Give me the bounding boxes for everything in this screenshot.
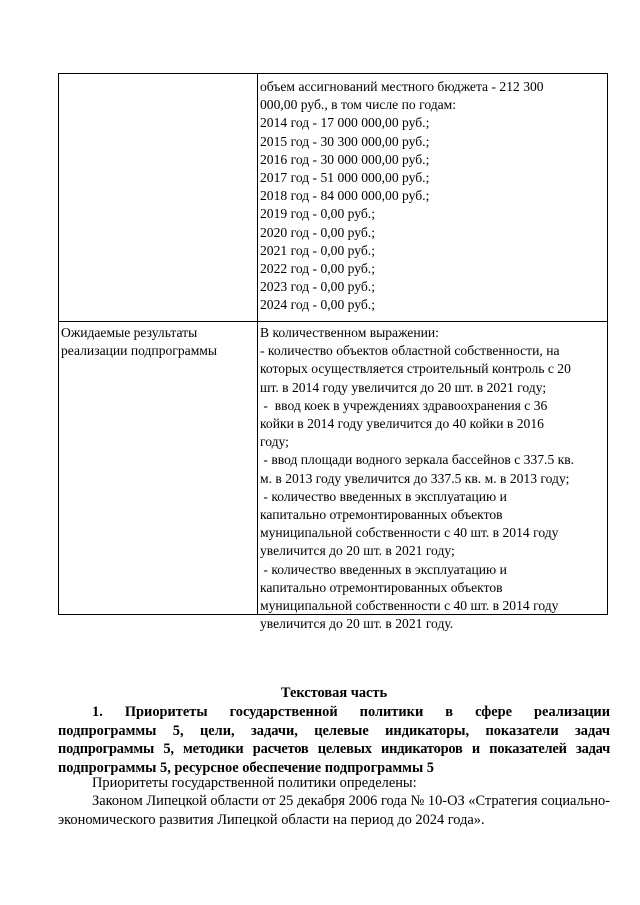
funding-line: 2022 год - 0,00 руб.; [260, 261, 375, 277]
result-line: В количественном выражении: [260, 325, 439, 340]
funding-line: 2015 год - 30 300 000,00 руб.; [260, 133, 430, 149]
funding-line: 2023 год - 0,00 руб.; [260, 279, 375, 295]
result-line: капитально отремонтированных объектов [260, 507, 503, 523]
funding-line: 2020 год - 0,00 руб.; [260, 224, 375, 240]
label-line: Ожидаемые результаты [61, 325, 198, 340]
result-line: муниципальной собственности с 40 шт. в 2014 году [260, 598, 559, 614]
result-line: - ввод площади водного зеркала бассейнов с 337.5 кв. [260, 452, 575, 468]
funding-line: 2017 год - 51 000 000,00 руб.; [260, 170, 430, 186]
funding-line: 2016 год - 30 000 000,00 руб.; [260, 151, 430, 167]
label-line: реализации подпрограммы [61, 343, 218, 359]
result-line: году; [260, 434, 289, 450]
result-line: шт. в 2014 году увеличится до 20 шт. в 2021 году; [260, 379, 547, 395]
funding-line: 2019 год - 0,00 руб.; [260, 206, 375, 222]
table-column-divider [257, 74, 258, 614]
result-line: м. в 2013 году увеличится до 337.5 кв. м. в 2013 году; [260, 470, 570, 486]
result-line: увеличится до 20 шт. в 2021 году. [260, 616, 454, 632]
section-title [58, 703, 610, 777]
table-row-divider [59, 321, 607, 322]
section-heading: Текстовая часть [280, 685, 388, 701]
funding-line: 000,00 руб., в том числе по годам: [260, 97, 457, 113]
result-line: которых осуществляется строительный контроль с 20 [260, 361, 571, 377]
paragraph-text: Законом Липецкой области от 25 декабря 2006 года № 10-ОЗ «Стратегия социально-экономического развития Липецкой области на период до 2024 года». [58, 793, 610, 828]
section-title-line: 1. Приоритеты государственной политики в сфере реализации [92, 704, 610, 720]
passport-table [58, 73, 608, 632]
expected-results-label-cell [61, 324, 251, 360]
paragraph [58, 792, 610, 829]
funding-line: объем ассигнований местного бюджета - 212 300 [260, 79, 544, 94]
result-line: - количество введенных в эксплуатацию и [260, 561, 507, 577]
paragraph-text: Приоритеты государственной политики определены: [92, 775, 417, 791]
result-line: - ввод коек в учреждениях здравоохранения с 36 [260, 397, 548, 413]
result-line: койки в 2014 году увеличится до 40 койки в 2016 [260, 416, 544, 432]
result-line: - количество введенных в эксплуатацию и [260, 488, 507, 504]
funding-cell [260, 78, 605, 315]
result-line: увеличится до 20 шт. в 2021 году; [260, 543, 455, 559]
result-line: муниципальной собственности с 40 шт. в 2014 году [260, 525, 559, 541]
section-title-line: подпрограммы 5, цели, задачи, целевые индикаторы, показатели задач [58, 722, 610, 739]
funding-line: 2014 год - 17 000 000,00 руб.; [260, 115, 430, 131]
expected-results-cell [260, 324, 608, 633]
result-line: капитально отремонтированных объектов [260, 579, 503, 595]
funding-line: 2024 год - 0,00 руб.; [260, 297, 375, 313]
result-line: - количество объектов областной собственности, на [260, 343, 560, 359]
paragraph [58, 774, 610, 793]
funding-line: 2018 год - 84 000 000,00 руб.; [260, 188, 430, 204]
section-title-line: подпрограммы 5, ресурсное обеспечение подпрограммы 5 [58, 759, 434, 776]
funding-line: 2021 год - 0,00 руб.; [260, 242, 375, 258]
section-title-line: подпрограммы 5, методики расчетов целевых индикаторов и показателей задач [58, 741, 610, 757]
